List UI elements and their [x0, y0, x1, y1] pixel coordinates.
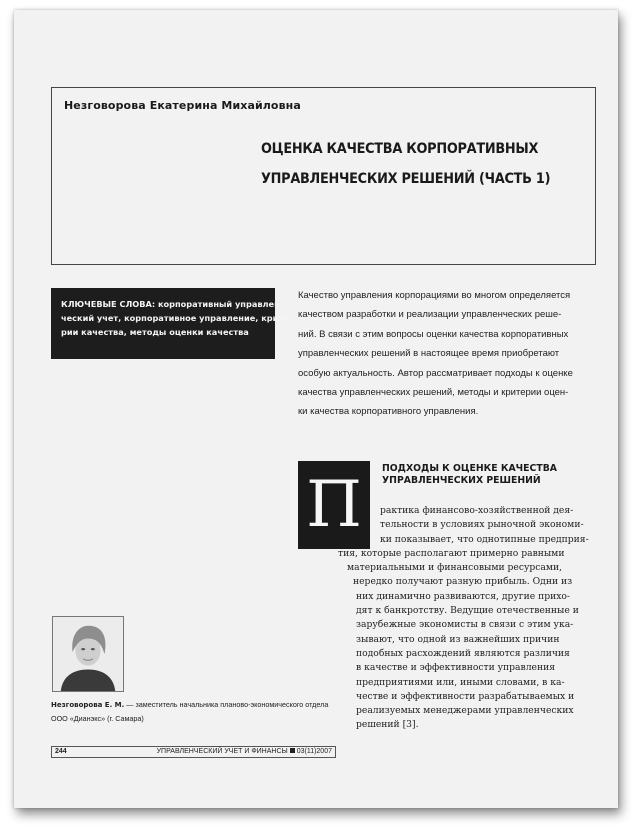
dropcap-letter: П: [298, 461, 370, 549]
body-line: подобных расхождений являются различия: [356, 647, 570, 659]
keywords-line: ческий учет, корпоративное управление, крите-: [61, 313, 293, 323]
keywords-box: [51, 288, 293, 359]
body-line: рактика финансово-хозяйственной дея-: [380, 505, 574, 516]
body-line: дят к банкротству. Ведущие отечественные и: [356, 605, 579, 617]
keywords-line: рии качества, методы оценки качества: [61, 327, 249, 337]
article-title: [261, 134, 551, 194]
body-line: тельности в условиях рыночной экономи-: [380, 519, 584, 531]
section-heading-line: УПРАВЛЕНЧЕСКИХ РЕШЕНИЙ: [382, 475, 541, 486]
journal-info: [157, 747, 332, 757]
author-portrait-image: [53, 617, 123, 691]
abstract-line: особую актуальность. Автор рассматривает подходы к оценке: [298, 367, 573, 379]
abstract-line: ний. В связи с этим вопросы оценки качества корпоративных: [298, 328, 569, 340]
body-line: зарубежные экономисты в связи с этим ука-: [356, 619, 574, 631]
author-caption: [51, 698, 341, 725]
body-line: реализуемых менеджерами управленческих: [356, 705, 574, 717]
journal-page: [14, 10, 618, 808]
caption-company: ООО «Дианэкс» (г. Самара): [51, 714, 144, 723]
page-number: 244: [55, 748, 67, 755]
body-line: решений [3].: [356, 719, 419, 731]
journal-issue: 03(11)2007: [296, 748, 332, 755]
abstract-line: качества управленческих решений, методы и критерии оцен-: [298, 387, 569, 399]
body-line: предприятиями или, иными словами, в ка-: [356, 676, 565, 688]
author-name: Незговорова Екатерина Михайловна: [64, 99, 301, 112]
body-line: них динамично развиваются, другие прихо-: [356, 590, 571, 602]
abstract-line: качеством разработки и реализации управленческих реше-: [298, 309, 562, 321]
body-line: тия, которые располагают примерно равными: [338, 547, 565, 559]
body-line: нередко получают разную прибыль. Одни из: [353, 576, 573, 588]
section-heading: [382, 463, 557, 487]
article-title-line: УПРАВЛЕНЧЕСКИХ РЕШЕНИЙ (ЧАСТЬ 1): [261, 171, 551, 187]
page-footer: [51, 746, 336, 758]
body-line: зывают, что одной из важнейших причин: [356, 633, 560, 645]
abstract-line: управленческих решений в настоящее время приобретают: [298, 348, 560, 360]
abstract: [298, 286, 588, 422]
body-line: в качестве и эффективности управления: [356, 662, 556, 674]
abstract-line: ки качества корпоративного управления.: [298, 406, 479, 418]
article-title-line: ОЦЕНКА КАЧЕСТВА КОРПОРАТИВНЫХ: [261, 141, 539, 157]
body-line: материальными и финансовыми ресурсами,: [347, 562, 563, 574]
abstract-line: Качество управления корпорациями во многом определяется: [298, 290, 571, 301]
body-line: ки показывает, что однотипные предприя-: [380, 533, 589, 545]
author-photo: [52, 616, 124, 692]
section-heading-line: ПОДХОДЫ К ОЦЕНКЕ КАЧЕСТВА: [382, 463, 557, 474]
journal-name: УПРАВЛЕНЧЕСКИЙ УЧЕТ И ФИНАНСЫ: [156, 748, 288, 755]
caption-position: — заместитель начальника планово-экономического отдела: [124, 700, 329, 709]
keywords-line: КЛЮЧЕВЫЕ СЛОВА: корпоративный управлен-: [61, 299, 284, 309]
square-bullet-icon: [290, 748, 295, 753]
caption-line: [51, 698, 341, 712]
body-line: честве и эффективности разрабатываемых и: [356, 690, 575, 702]
caption-author-name: Незговорова Е. М.: [51, 701, 125, 709]
